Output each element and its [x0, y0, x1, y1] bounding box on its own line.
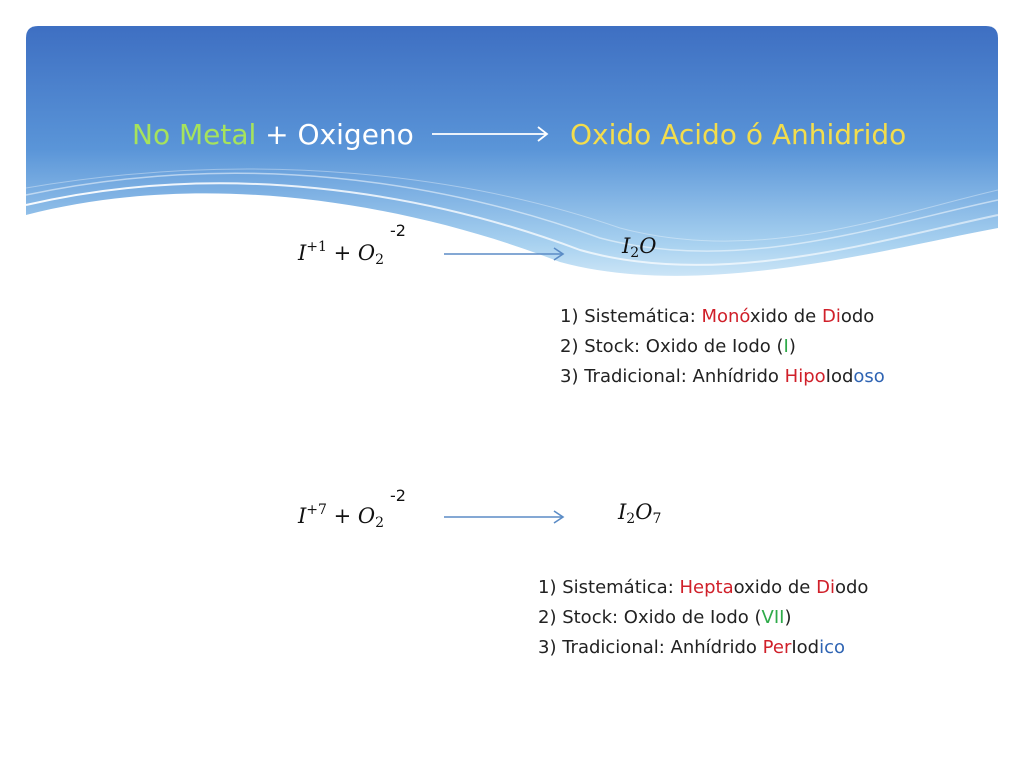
reaction1-product-iodine-subscript: 2 — [630, 245, 640, 261]
reaction1-oxygen-charge: -2 — [390, 221, 406, 240]
reaction2-systematic-name: 1) Sistemática: Heptaoxido de Diodo — [538, 577, 869, 598]
reaction1-oxygen: O — [357, 241, 376, 265]
reaction2-oxygen-charge: -2 — [390, 486, 406, 505]
reaction1-product — [622, 234, 656, 261]
reaction1-plus: + — [326, 241, 358, 265]
reaction1-nomenclature — [560, 302, 885, 392]
reaction1-element: I — [298, 241, 307, 265]
reaction1-systematic-name: 1) Sistemática: Monóxido de Diodo — [560, 306, 875, 327]
reaction2-traditional-name: 3) Tradicional: Anhídrido PerIodico — [538, 637, 846, 658]
reaction1-element-charge: +1 — [306, 239, 327, 255]
reaction2-nomenclature — [538, 573, 868, 663]
reaction2-product-oxygen: O — [635, 500, 653, 524]
reaction2-element: I — [298, 504, 307, 528]
reaction1-product-iodine: I — [622, 234, 631, 258]
reaction2-product-iodine: I — [618, 500, 627, 524]
reaction2-product — [618, 500, 661, 527]
reaction1-traditional-name: 3) Tradicional: Anhídrido HipoIodoso — [560, 366, 885, 387]
title-nonmetal: No Metal — [132, 118, 257, 151]
reaction2-product-oxygen-subscript: 7 — [652, 511, 662, 527]
reaction1-product-oxygen: O — [639, 234, 657, 258]
reaction1-arrow-icon — [442, 244, 567, 264]
reaction1-stock-name: 2) Stock: Oxido de Iodo (I) — [560, 336, 796, 357]
reaction2-plus: + — [326, 504, 358, 528]
reaction2-element-charge: +7 — [306, 502, 327, 518]
reaction1-reactants — [298, 239, 384, 268]
reaction1-oxygen-subscript: 2 — [375, 252, 385, 268]
title-oxygen: Oxigeno — [297, 118, 414, 151]
reaction2-reactants — [298, 502, 384, 531]
title-reactants — [132, 113, 414, 157]
reaction2-arrow-icon — [442, 507, 567, 527]
title-product: Oxido Acido ó Anhidrido — [570, 118, 907, 151]
title-arrow-icon — [430, 120, 552, 148]
reaction2-oxygen-subscript: 2 — [375, 515, 385, 531]
reaction2-product-iodine-subscript: 2 — [626, 511, 636, 527]
title-plus: + — [256, 118, 298, 151]
reaction2-stock-name: 2) Stock: Oxido de Iodo (VII) — [538, 607, 792, 628]
reaction2-oxygen: O — [357, 504, 376, 528]
